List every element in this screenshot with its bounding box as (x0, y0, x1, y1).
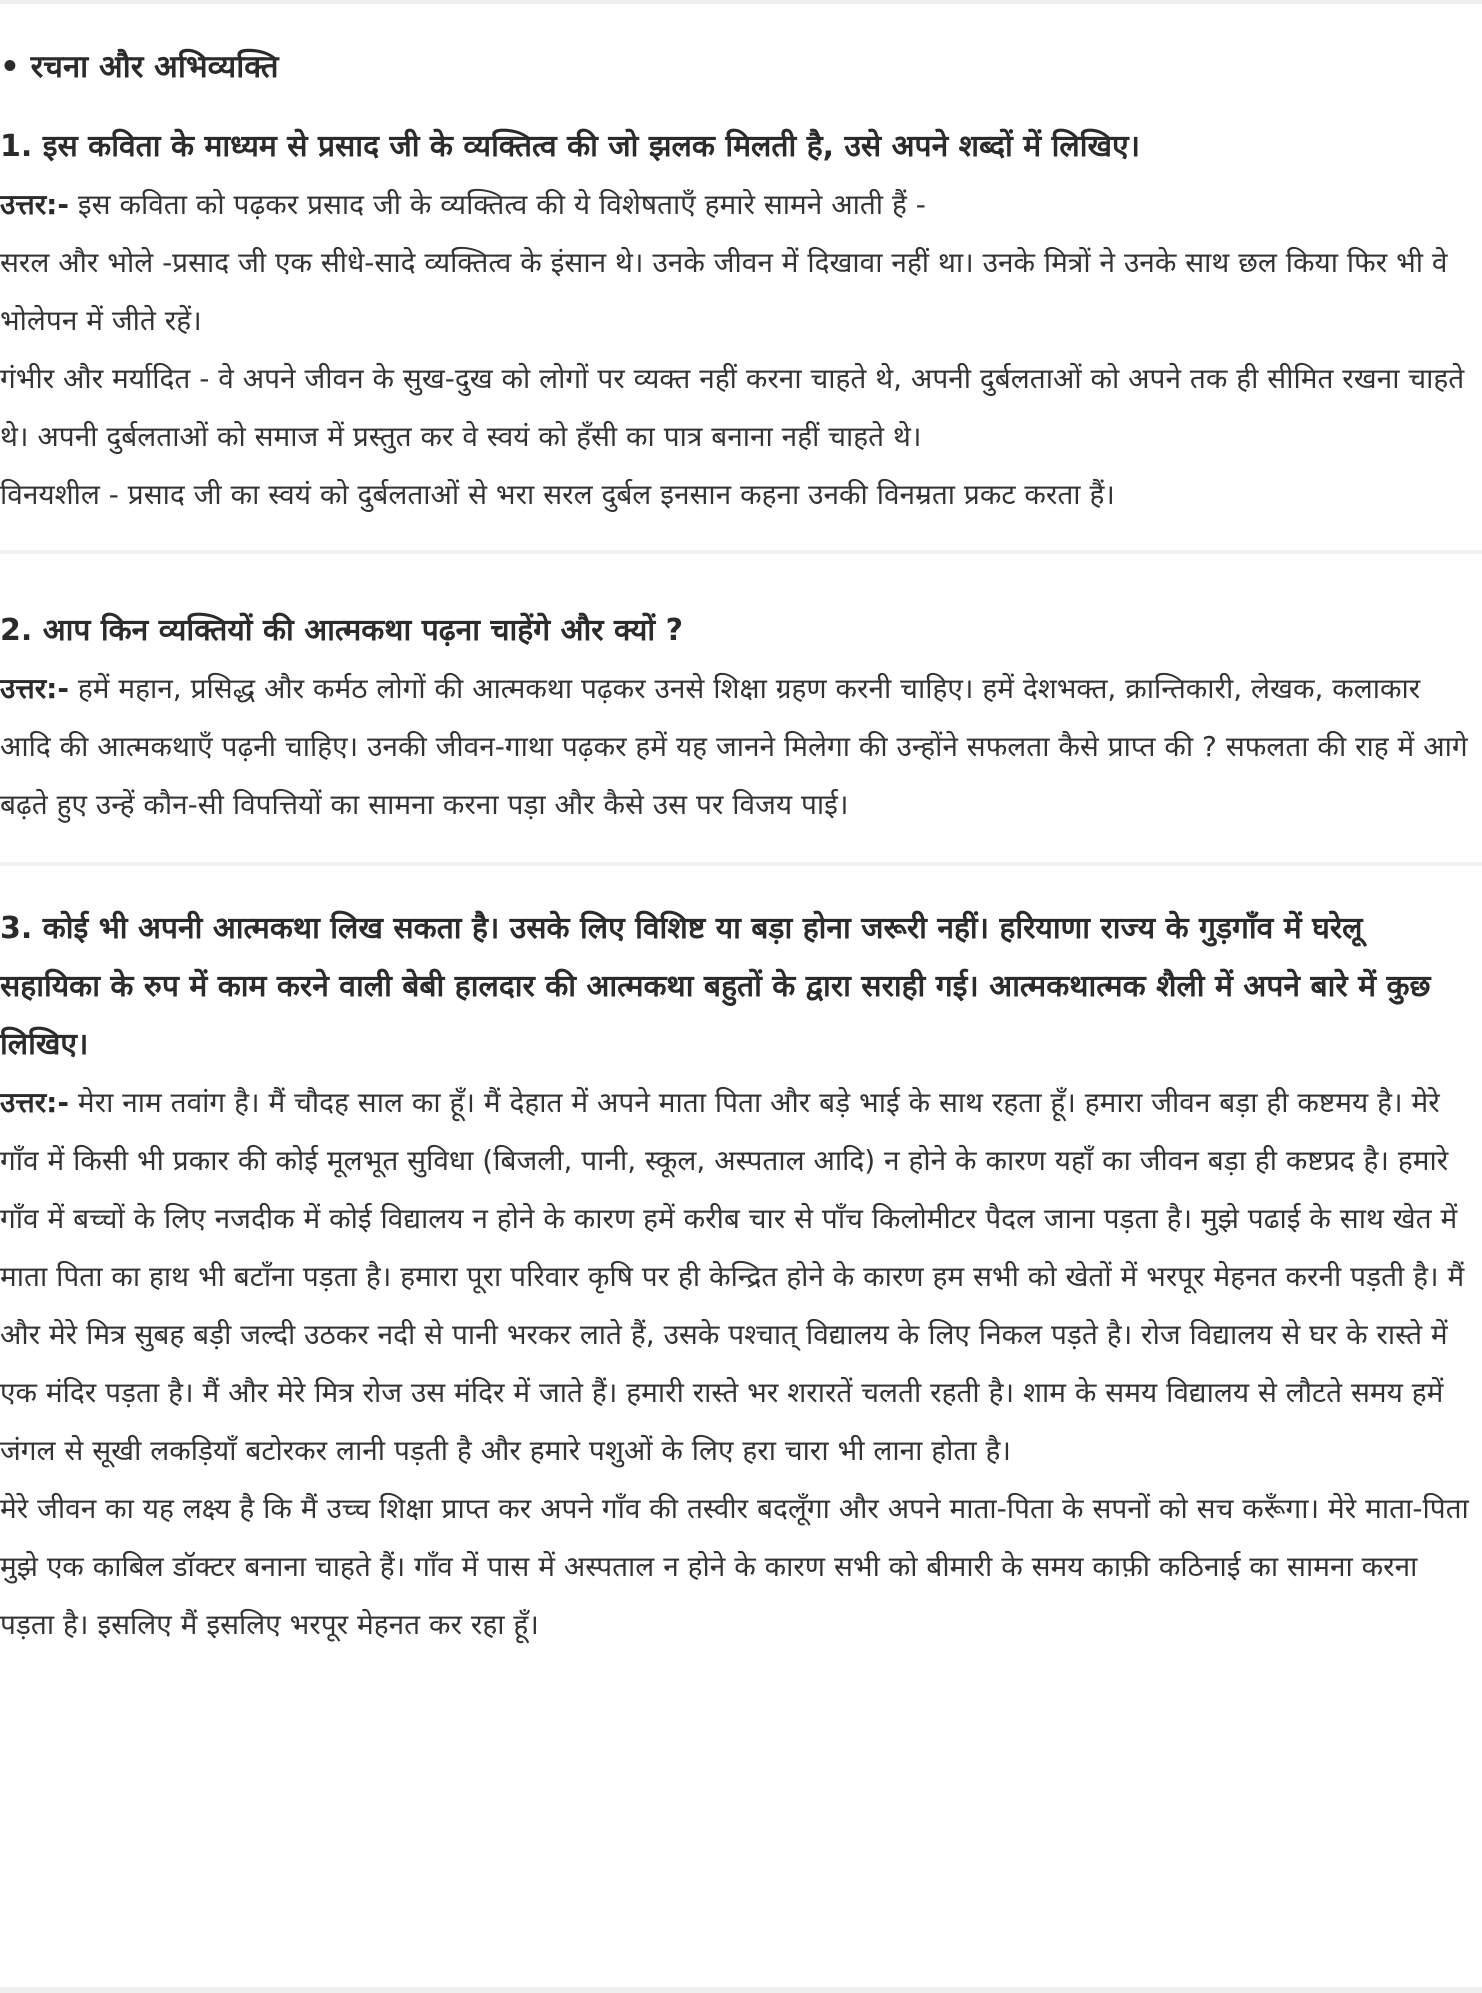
answer-3-paragraph: मेरे जीवन का यह लक्ष्य है कि मैं उच्च शिक्षा प्राप्त कर अपने गाँव की तस्वीर बदलूँगा और अपने माता-पिता के सपनों को सच करूँगा। मेरे माता-पिता मुझे एक काबिल डॉक्टर बनाना चाहते हैं। गाँव में पास में अस्पताल न होने के कारण सभी को बीमारी के समय काफ़ी कठिनाई का सामना करना पड़ता है। इसलिए मैं इसलिए भरपूर मेहनत कर रहा हूँ। (0, 1492, 1469, 1641)
question-block-1 (0, 118, 1480, 524)
answer-3-intro (0, 1074, 1480, 1480)
question-block-3 (0, 900, 1480, 1654)
answer-label: उत्तर:- (0, 188, 69, 221)
content-area (0, 38, 1480, 1654)
answer-1-paragraph: विनयशील - प्रसाद जी का स्वयं को दुर्बलताओं से भरा सरल दुर्बल इनसान कहना उनकी विनम्रता प्रकट करता हैं। (0, 478, 1115, 511)
question-1-text: 1. इस कविता के माध्यम से प्रसाद जी के व्यक्तित्व की जो झलक मिलती है, उसे अपने शब्दों में लिखिए। (0, 129, 1140, 164)
section-divider (0, 550, 1482, 554)
bottom-divider (0, 1987, 1482, 1993)
answer-1-paragraph: सरल और भोले -प्रसाद जी एक सीधे-सादे व्यक्तित्व के इंसान थे। उनके जीवन में दिखावा नहीं था। उनके मित्रों ने उनके साथ छल किया फिर भी वे भोलेपन में जीते रहें। (0, 246, 1448, 337)
answer-2-intro-text: हमें महान, प्रसिद्ध और कर्मठ लोगों की आत्मकथा पढ़कर उनसे शिक्षा ग्रहण करनी चाहिए। हमें देशभक्त, क्रान्तिकारी, लेखक, कलाकार आदि की आत्मकथाएँ पढ़नी चाहिए। उनकी जीवन-गाथा पढ़कर हमें यह जानने मिलेगा की उन्होंने सफलता कैसे प्राप्त की ? सफलता की राह में आगे बढ़ते हुए उन्हें कौन-सी विपत्तियों का सामना करना पड़ा और कैसे उस पर विजय पाई। (0, 672, 1468, 821)
answer-1-paragraph: गंभीर और मर्यादित - वे अपने जीवन के सुख-दुख को लोगों पर व्यक्त नहीं करना चाहते थे, अपनी दुर्बलताओं को अपने तक ही सीमित रखना चाहते थे। अपनी दुर्बलताओं को समाज में प्रस्तुत कर वे स्वयं को हँसी का पात्र बनाना नहीं चाहते थे। (0, 362, 1465, 453)
answer-label: उत्तर:- (0, 672, 69, 705)
answer-1-intro-text: इस कविता को पढ़कर प्रसाद जी के व्यक्तित्व की ये विशेषताएँ हमारे सामने आती हैं - (68, 188, 926, 221)
section-heading: • रचना और अभिव्यक्ति (0, 49, 279, 85)
top-divider (0, 0, 1482, 4)
question-3-text: 3. कोई भी अपनी आत्मकथा लिख सकता है। उसके लिए विशिष्ट या बड़ा होना जरूरी नहीं। हरियाणा राज्य के गुड़गाँव में घरेलू सहायिका के रुप में काम करने वाली बेबी हालदार की आत्मकथा बहुतों के द्वारा सराही गई। आत्मकथात्मक शैली में अपने बारे में कुछ लिखिए। (0, 911, 1431, 1062)
answer-2-intro (0, 660, 1480, 834)
question-block-2 (0, 602, 1480, 834)
question-2-text: 2. आप किन व्यक्तियों की आत्मकथा पढ़ना चाहेंगे और क्यों ? (0, 613, 684, 648)
answer-label: उत्तर:- (0, 1086, 69, 1119)
section-divider (0, 862, 1482, 866)
answer-1-intro (0, 176, 1480, 234)
answer-3-intro-text: मेरा नाम तवांग है। मैं चौदह साल का हूँ। मैं देहात में अपने माता पिता और बड़े भाई के साथ रहता हूँ। हमारा जीवन बड़ा ही कष्टमय है। मेरे गाँव में किसी भी प्रकार की कोई मूलभूत सुविधा (बिजली, पानी, स्कूल, अस्पताल आदि) न होने के कारण यहाँ का जीवन बड़ा ही कष्टप्रद है। हमारे गाँव में बच्चों के लिए नजदीक में कोई विद्यालय न होने के कारण हमें करीब चार से पाँच किलोमीटर पैदल जाना पड़ता है। मुझे पढाई के साथ खेत में माता पिता का हाथ भी बटाँना पड़ता है। हमारा पूरा परिवार कृषि पर ही केन्द्रित होने के कारण हम सभी को खेतों में भरपूर मेहनत करनी पड़ती है। मैं और मेरे मित्र सुबह बड़ी जल्दी उठकर नदी से पानी भरकर लाते हैं, उसके पश्चात् विद्यालय के लिए निकल पड़ते है। रोज विद्यालय से घर के रास्ते में एक मंदिर पड़ता है। मैं और मेरे मित्र रोज उस मंदिर में जाते हैं। हमारी रास्ते भर शरारतें चलती रहती है। शाम के समय विद्यालय से लौटते समय हमें जंगल से सूखी लकड़ियाँ बटोरकर लानी पड़ती है और हमारे पशुओं के लिए हरा चारा भी लाना होता है। (0, 1086, 1465, 1467)
